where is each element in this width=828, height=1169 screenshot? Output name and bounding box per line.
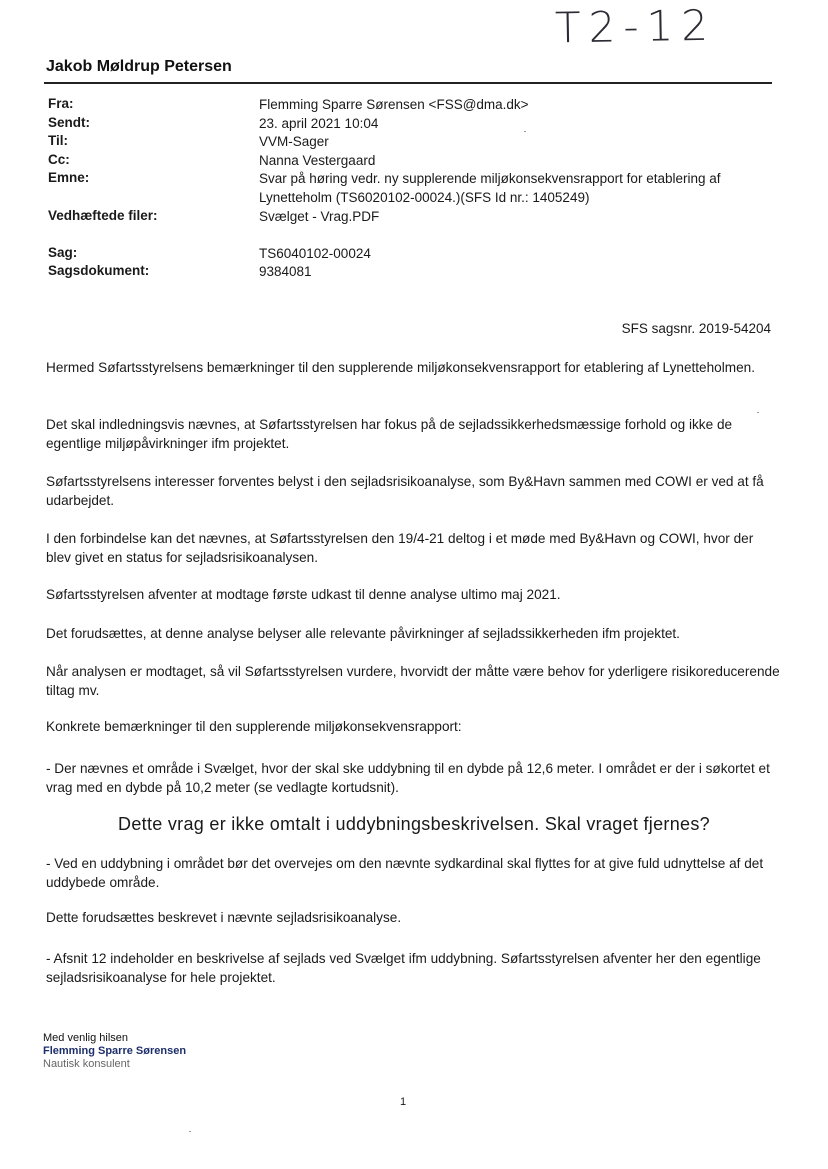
subject-value: Svar på høring vedr. ny supplerende miljøkonsekvensrapport for etablering af Lynetteholm (TS6020102-00024.)(SFS Id nr.: 1405249) xyxy=(259,171,721,205)
paragraph-7: Når analysen er modtaget, så vil Søfartsstyrelsen vurdere, hvorvidt der måtte være behov for yderligere risikoreducerende tiltag mv. xyxy=(46,664,780,698)
signature-greeting: Med venlig hilsen xyxy=(43,1032,128,1044)
to-row xyxy=(48,133,768,152)
case-doc-value: 9384081 xyxy=(259,264,312,280)
paragraph-11: Dette forudsættes beskrevet i nævnte sejladsrisikoanalyse. xyxy=(46,910,402,925)
page-number: 1 xyxy=(400,1096,407,1108)
handwritten-annotation: T2-12 xyxy=(554,0,717,53)
mailbox-owner-name: Jakob Møldrup Petersen xyxy=(46,58,232,75)
sent-value: 23. april 2021 10:04 xyxy=(259,115,379,131)
subject-label: Emne: xyxy=(48,170,90,186)
paragraph-8: Konkrete bemærkninger til den supplerende miljøkonsekvensrapport: xyxy=(46,719,462,734)
email-signature xyxy=(43,1032,186,1071)
case-doc-row xyxy=(48,263,768,282)
paragraph-4: I den forbindelse kan det nævnes, at Søfartsstyrelsen den 19/4-21 deltog i et møde med By&Havn og COWI, hvor der blev givet en status for sejladsrisikoanalysen. xyxy=(46,531,754,565)
case-doc-label: Sagsdokument: xyxy=(48,263,150,279)
from-label: Fra: xyxy=(48,96,74,111)
to-value: VVM-Sager xyxy=(259,134,329,150)
signature-name: Flemming Sparre Sørensen xyxy=(43,1045,187,1057)
cc-label: Cc: xyxy=(48,151,70,167)
attachments-label: Vedhæftede filer: xyxy=(48,207,158,223)
email-header xyxy=(48,96,768,282)
sfs-reference: SFS sagsnr. 2019-54204 xyxy=(621,321,771,336)
paragraph-10: - Ved en uddybning i området bør det overvejes om den nævnte sydkardinal skal flyttes for at give fuld udnyttelse af det uddybede område. xyxy=(46,856,764,890)
signature-title: Nautisk konsulent xyxy=(43,1058,130,1070)
cc-row xyxy=(48,152,768,171)
scan-speck xyxy=(757,412,759,413)
to-label: Til: xyxy=(48,133,68,149)
paragraph-1: Hermed Søfartsstyrelsens bemærkninger til den supplerende miljøkonsekvensrapport for etablering af Lynetteholmen. xyxy=(46,360,755,375)
highlighted-question: Dette vrag er ikke omtalt i uddybningsbeskrivelsen. Skal vraget fjernes? xyxy=(118,814,710,834)
case-label: Sag: xyxy=(48,244,78,260)
cc-value: Nanna Vestergaard xyxy=(259,152,376,168)
attachments-value[interactable]: Svælget - Vrag.PDF xyxy=(259,208,380,224)
scan-speck xyxy=(189,1131,191,1132)
scan-speck xyxy=(524,131,526,132)
paragraph-3: Søfartsstyrelsens interesser forventes belyst i den sejladsrisikoanalyse, som By&Havn sammen med COWI er ved at få udarbejdet. xyxy=(46,474,764,508)
header-divider xyxy=(44,82,772,84)
case-value: TS6040102-00024 xyxy=(259,245,371,261)
sent-label: Sendt: xyxy=(48,114,90,130)
from-row xyxy=(48,96,768,115)
paragraph-5: Søfartsstyrelsen afventer at modtage første udkast til denne analyse ultimo maj 2021. xyxy=(46,587,561,602)
subject-row xyxy=(48,170,768,207)
paragraph-2: Det skal indledningsvis nævnes, at Søfartsstyrelsen har fokus på de sejladssikkerhedsmæssige forhold og ikke de egentlige miljøpåvirkninger ifm projektet. xyxy=(46,417,733,451)
case-row xyxy=(48,245,768,264)
sent-row xyxy=(48,115,768,134)
paragraph-12: - Afsnit 12 indeholder en beskrivelse af sejlads ved Svælget ifm uddybning. Søfartsstyrelsen afventer her den egentlige sejladsrisikoanalyse for hele projektet. xyxy=(46,951,761,985)
paragraph-9: - Der nævnes et område i Svælget, hvor der skal ske uddybning til en dybde på 12,6 meter. I området er der i søkortet et vrag med en dybde på 10,2 meter (se vedlagte kortudsnit). xyxy=(46,761,770,795)
from-value: Flemming Sparre Sørensen <FSS@dma.dk> xyxy=(259,97,529,112)
attachments-row xyxy=(48,208,768,227)
paragraph-6: Det forudsættes, at denne analyse belyser alle relevante påvirkninger af sejladssikkerheden ifm projektet. xyxy=(46,626,680,641)
